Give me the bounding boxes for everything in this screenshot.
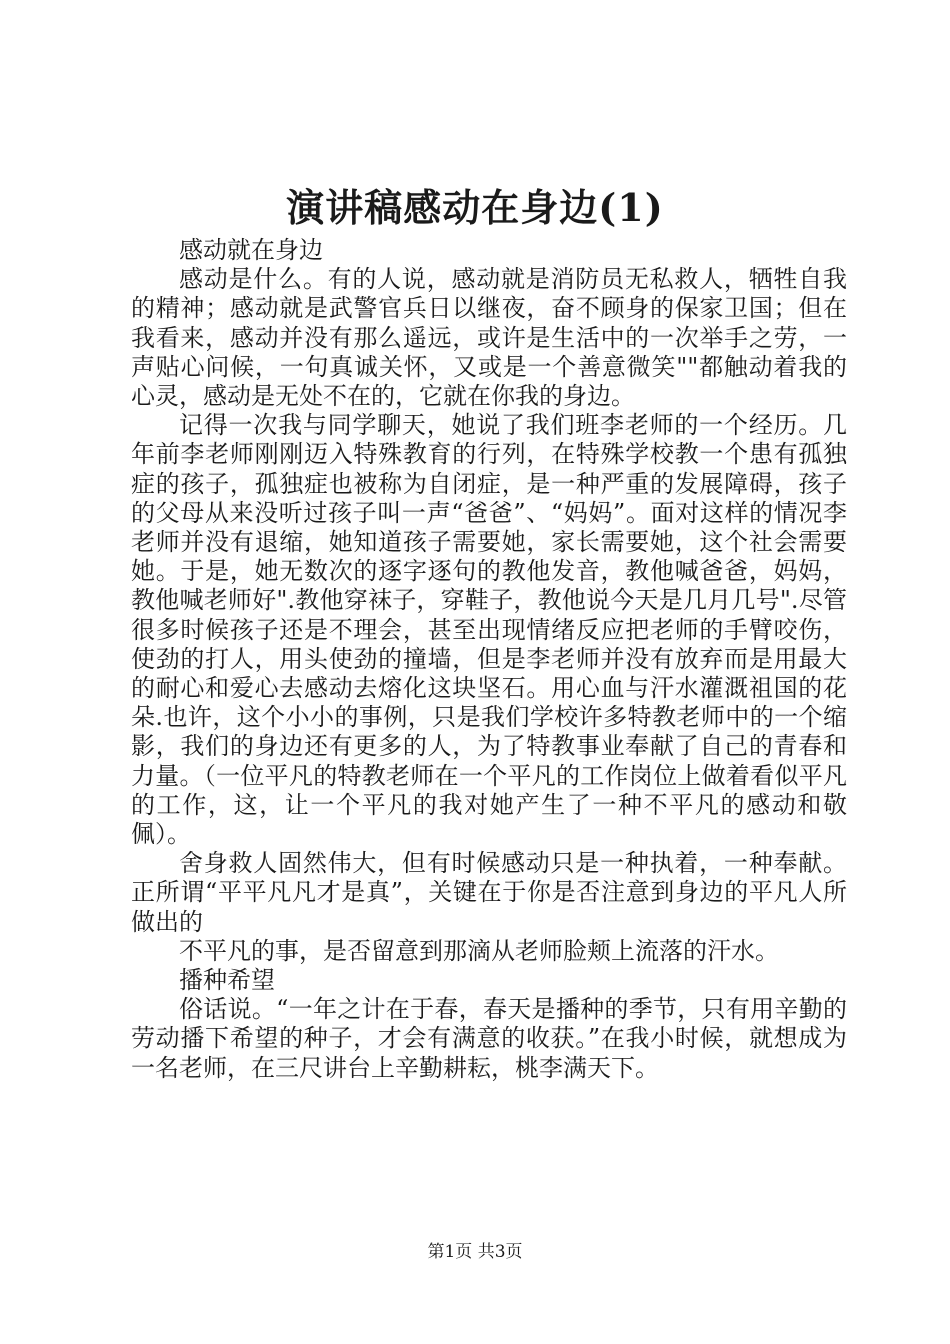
document-body xyxy=(131,236,847,1083)
paragraph: 不平凡的事，是否留意到那滴从老师脸颊上流落的汗水。 xyxy=(179,936,779,965)
paragraph: 俗话说。“一年之计在于春，春天是播种的季节，只有用辛勤的劳动播下希望的种子，才会有满意的收获。”在我小时候，就想成为一名老师，在三尺讲台上辛勤耕耘，桃李满天下。 xyxy=(131,995,847,1082)
paragraph-heading-2: 播种希望 xyxy=(179,966,275,995)
paragraph: 舍身救人固然伟大，但有时候感动只是一种执着，一种奉献。正所谓“平平凡凡才是真”，关键在于你是否注意到身边的平凡人所做出的 xyxy=(131,849,847,936)
document-title: 演讲稿感动在身边(1) xyxy=(286,185,664,230)
paragraph: 记得一次我与同学聊天，她说了我们班李老师的一个经历。几年前李老师刚刚迈入特殊教育的行列，在特殊学校教一个患有孤独症的孩子，孤独症也被称为自闭症，是一种严重的发展障碍，孩子的父母从来没听过孩子叫一声“爸爸”、“妈妈”。面对这样的情况李老师并没有退缩，她知道孩子需要她，家长需要她，这个社会需要她。于是，她无数次的逐字逐句的教他发音，教他喊爸爸，妈妈，教他喊老师好".教他穿袜子，穿鞋子，教他说今天是几月几号".尽管很多时候孩子还是不理会，甚至出现情绪反应把老师的手臂咬伤，使劲的打人，用头使劲的撞墙，但是李老师并没有放弃而是用最大的耐心和爱心去感动去熔化这块坚石。用心血与汗水灌溉祖国的花朵.也许，这个小小的事例，只是我们学校许多特教老师中的一个缩影，我们的身边还有更多的人，为了特教事业奉献了自己的青春和力量。（一位平凡的特教老师在一个平凡的工作岗位上做着看似平凡的工作，这，让一个平凡的我对她产生了一种不平凡的感动和敬佩）。 xyxy=(131,411,847,849)
paragraph-heading-1: 感动就在身边 xyxy=(179,236,323,264)
page-footer: 第1页 共3页 xyxy=(427,1242,523,1262)
paragraph: 感动是什么。有的人说，感动就是消防员无私救人，牺牲自我的精神；感动就是武警官兵日以继夜，奋不顾身的保家卫国；但在我看来，感动并没有那么遥远，或许是生活中的一次举手之劳，一声贴心问候，一句真诚关怀，又或是一个善意微笑""都触动着我的心灵，感动是无处不在的，它就在你我的身边。 xyxy=(131,265,847,411)
